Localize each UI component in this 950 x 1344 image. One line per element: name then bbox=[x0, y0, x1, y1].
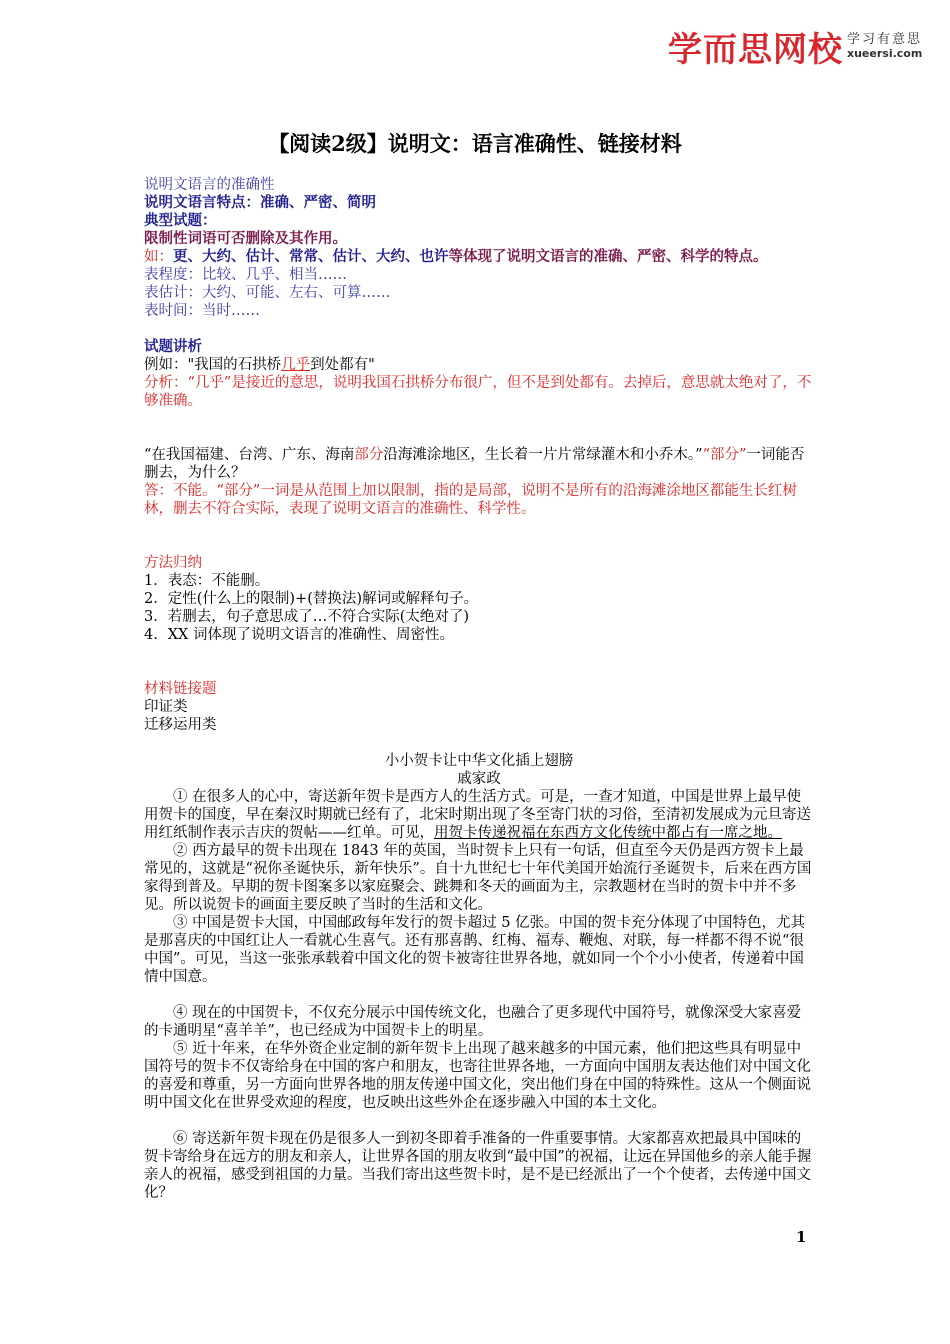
article-paragraph: ④ 现在的中国贺卡，不仅充分展示中国传统文化，也融合了更多现代中国符号，就像深受大家喜爱的卡通明星“喜羊羊”，也已经成为中国贺卡上的明星。 bbox=[144, 1005, 802, 1039]
answer-text: 答：不能。“部分”一词是从范围上加以限制，指的是局部，说明不是所有的沿海滩涂地区都能生长红树林，删去不符合实际，表现了说明文语言的准确性、科学性。 bbox=[144, 483, 797, 517]
section-heading: 说明文语言的准确性 bbox=[144, 177, 275, 193]
list-item: 2．定性(什么上的限制)+(替换法)解词或解释句子。 bbox=[144, 591, 479, 607]
text-line: 典型试题： bbox=[144, 212, 217, 229]
text-line: 表估计：大约、可能、左右、可算…… bbox=[144, 285, 391, 301]
article-paragraph: ① 在很多人的心中，寄送新年贺卡是西方人的生活方式。可是，一查才知道，中国是世界上最早使用贺卡的国度，早在秦汉时期就已经有了，北宋时期出现了冬至寄门状的习俗，至清初发展成为元旦寄送用红纸制作表示吉庆的贺帖——红单。可见，用贺卡传递祝福在东西方文化传统中都占有一席之地。 bbox=[144, 789, 811, 841]
article-paragraph: ③ 中国是贺卡大国，中国邮政每年发行的贺卡超过 5 亿张。中国的贺卡充分体现了中国特色，尤其是那喜庆的中国红让人一看就心生喜气。还有那喜鹊、红梅、福寿、鞭炮、对联，每一样都不得不说“很中国”。可见，当这一张张承载着中国文化的贺卡被寄往世界各地，就如同一个个小小使者，传递着中国情中国意。 bbox=[144, 915, 806, 985]
list-item: 3．若删去，句子意思成了…不符合实际(太绝对了) bbox=[144, 609, 470, 625]
list-item: 1．表态：不能删。 bbox=[144, 573, 270, 589]
page-title: 【阅读2级】说明文：语言准确性、链接材料 bbox=[268, 131, 682, 156]
page-number: 1 bbox=[796, 1228, 807, 1246]
text-line: 说明文语言特点：准确、严密、简明 bbox=[144, 194, 376, 211]
article-paragraph: ⑤ 近十年来，在华外资企业定制的新年贺卡上出现了越来越多的中国元素，他们把这些具有明显中国符号的贺卡不仅寄给身在中国的客户和朋友，也寄往世界各地，一方面向中国朋友表达他们对中国文化的喜爱和尊重，另一方面向世界各地的朋友传递中国文化，突出他们身在中国的特殊性。这从一个侧面说明中国文化在世界受欢迎的程度，也反映出这些外企在逐步融入中国的本土文化。 bbox=[144, 1041, 811, 1111]
example-line: 例如："我国的石拱桥几乎到处都有" bbox=[144, 357, 375, 373]
text-line: 表时间：当时…… bbox=[144, 303, 260, 319]
list-item: 4．XX 词体现了说明文语言的准确性、周密性。 bbox=[144, 627, 454, 643]
document-body bbox=[144, 176, 814, 1202]
question-text: “在我国福建、台湾、广东、海南部分沿海滩涂地区，生长着一片片常绿灌木和小乔木。”“部分”一词能否删去，为什么？ bbox=[144, 447, 805, 481]
logo-url: xueersi.com bbox=[847, 46, 923, 60]
text-line: 迁移运用类 bbox=[144, 717, 217, 733]
logo-slogan: 学习有意思 bbox=[847, 31, 923, 47]
analysis-text: 分析：“几乎”是接近的意思，说明我国石拱桥分布很广，但不是到处都有。去掉后，意思就太绝对了，不够准确。 bbox=[144, 375, 812, 409]
text-line: 限制性词语可否删除及其作用。 bbox=[144, 230, 347, 247]
text-line: 印证类 bbox=[144, 699, 188, 715]
article-author: 戚家政 bbox=[457, 771, 501, 787]
section-heading: 试题讲析 bbox=[144, 338, 202, 355]
text-line: 表程度：比较、几乎、相当…… bbox=[144, 267, 347, 283]
section-heading: 方法归纳 bbox=[144, 555, 202, 571]
text-line: 如：更、大约、估计、常常、估计、大约、也许等体现了说明文语言的准确、严密、科学的特点。 bbox=[144, 248, 768, 265]
brand-logo bbox=[668, 22, 922, 71]
article-title: 小小贺卡让中华文化插上翅膀 bbox=[384, 753, 574, 769]
article-paragraph: ② 西方最早的贺卡出现在 1843 年的英国，当时贺卡上只有一句话，但直至今天仍是西方贺卡上最常见的，这就是“祝你圣诞快乐，新年快乐”。自十九世纪七十年代美国开始流行圣诞贺卡，后来在西方国家得到普及。早期的贺卡图案多以家庭聚会、跳舞和冬天的画面为主，宗教题材在当时的贺卡中并不多见。所以说贺卡的画面主要反映了当时的生活和文化。 bbox=[144, 843, 812, 913]
article-paragraph: ⑥ 寄送新年贺卡现在仍是很多人一到初冬即着手准备的一件重要事情。大家都喜欢把最具中国味的贺卡寄给身在远方的朋友和亲人，让世界各国的朋友收到“最中国”的祝福，让远在异国他乡的亲人能手握亲人的祝福，感受到祖国的力量。当我们寄出这些贺卡时，是不是已经派出了一个个使者，去传递中国文化？ bbox=[144, 1131, 812, 1201]
logo-main-text: 学而思网校 bbox=[668, 30, 843, 70]
section-heading: 材料链接题 bbox=[144, 681, 217, 697]
